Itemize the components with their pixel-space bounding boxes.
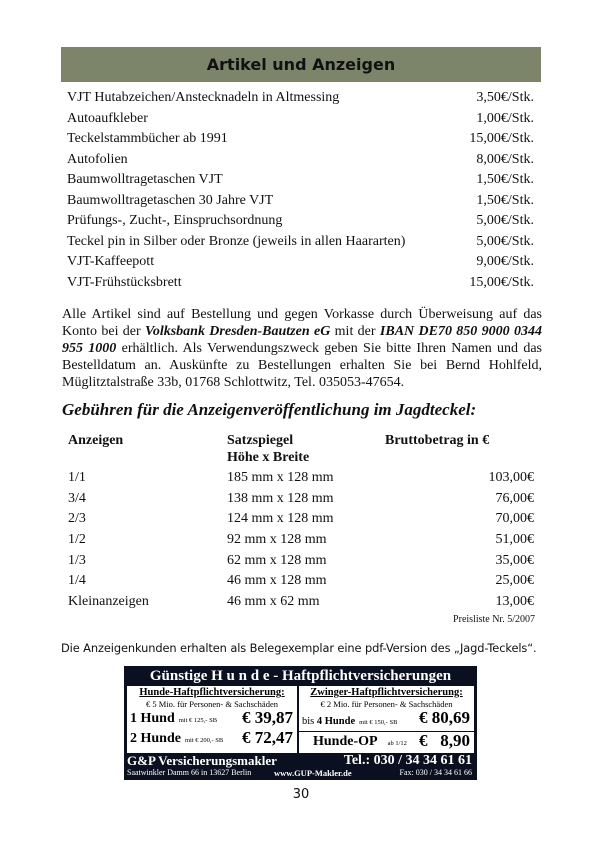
- ad-website-link[interactable]: www.GUP-Makler.de: [274, 768, 352, 778]
- ad-size: 2/3: [68, 511, 86, 527]
- ad-right-coverage: € 2 Mio. für Personen- & Sachschäden: [320, 699, 453, 709]
- ad-right-line1-price: € 80,69: [419, 708, 470, 727]
- iban: IBAN DE70 850 9000 0344 955 1000: [62, 324, 542, 356]
- ad-dimensions: 46 mm x 62 mm: [227, 594, 320, 610]
- order-info-paragraph: [62, 306, 542, 391]
- bank-name: Volksbank Dresden-Bautzen eG: [145, 324, 331, 339]
- article-price: 5,00€/Stk.: [476, 233, 534, 249]
- article-name: Baumwolltragetaschen 30 Jahre VJT: [67, 192, 274, 208]
- ad-phone: Tel.: 030 / 34 34 61 61: [343, 753, 472, 768]
- price-list-note: Preisliste Nr. 5/2007: [453, 614, 535, 625]
- article-list: [67, 88, 534, 293]
- fees-col-header-dimensions-line1: Satzspiegel: [227, 433, 294, 448]
- ad-right-line1-label: 4 Hunde: [316, 716, 356, 727]
- ad-size: 1/4: [68, 573, 86, 589]
- article-name: VJT Hutabzeichen/Anstecknadeln in Altmessing: [67, 90, 340, 105]
- article-row: [67, 232, 534, 253]
- ad-size: 1/3: [68, 552, 86, 568]
- ad-dimensions: 62 mm x 128 mm: [227, 552, 327, 568]
- ad-left-line1-label: 1 Hund: [130, 711, 175, 726]
- fees-table-row: [68, 468, 534, 489]
- order-info-text: erhältlich. Als Verwendungszweck geben Sie bitte Ihren Namen und das Bestelldatum an. Auskünfte zu Bestellungen erhalten Sie bei Bernd Hohlfeld, Müglitztalstraße 33b, 01768 Schlottwitz, Tel. 035053-47654.: [62, 341, 542, 390]
- article-price: 5,00€/Stk.: [476, 213, 534, 228]
- ad-title: Günstige H u n d e - Haftpflichtversicherungen: [149, 668, 452, 684]
- fees-table-row: [68, 530, 534, 551]
- ad-right-line2-label: Hunde-OP: [313, 734, 378, 749]
- article-price: 15,00€/Stk.: [469, 131, 534, 146]
- fees-table: [68, 468, 534, 613]
- ad-left-line-2: [127, 729, 297, 749]
- article-row: [67, 252, 534, 273]
- article-row: [67, 150, 534, 171]
- article-name: Teckelstammbücher ab 1991: [67, 131, 228, 146]
- article-name: Prüfungs-, Zucht-, Einspruchsordnung: [67, 213, 283, 228]
- ad-right-line-1: [299, 709, 474, 729]
- ad-surgery-box: [299, 732, 474, 753]
- ad-left-line2-note: mit € 200,- SB: [184, 737, 224, 744]
- article-row: [67, 170, 534, 191]
- article-name: Baumwolltragetaschen VJT: [67, 172, 223, 187]
- ad-price: 103,00€: [488, 470, 534, 485]
- section-title: Artikel und Anzeigen: [206, 55, 396, 74]
- ad-size: 1/2: [68, 532, 86, 548]
- article-price: 1,50€/Stk.: [476, 172, 534, 187]
- ad-dimensions: 46 mm x 128 mm: [227, 573, 327, 589]
- fees-heading: Gebühren für die Anzeigenveröffentlichung im Jagdteckel:: [62, 400, 477, 419]
- ad-left-line2-price: € 72,47: [242, 728, 293, 747]
- fees-col-header-dimensions-line2: Höhe x Breite: [227, 450, 310, 465]
- section-header: [61, 47, 541, 82]
- ad-dimensions: 92 mm x 128 mm: [227, 532, 327, 548]
- ad-price: 35,00€: [495, 552, 534, 568]
- article-row: [67, 191, 534, 212]
- ad-price: 70,00€: [495, 511, 534, 527]
- ad-fax: Fax: 030 / 34 34 61 66: [399, 768, 472, 777]
- article-name: Autoaufkleber: [67, 110, 148, 126]
- page-number: 30: [292, 787, 310, 802]
- ad-size: 3/4: [68, 490, 86, 506]
- ad-price: 51,00€: [495, 532, 534, 548]
- ad-price: 76,00€: [495, 490, 534, 506]
- ad-dimensions: 185 mm x 128 mm: [227, 470, 334, 485]
- article-price: 9,00€/Stk.: [476, 254, 534, 269]
- article-price: 8,00€/Stk.: [476, 151, 534, 167]
- order-info-text: Alle Artikel sind auf Bestellung und gegen Vorkasse durch Überweisung auf das Konto bei der: [62, 307, 542, 339]
- ad-dimensions: 138 mm x 128 mm: [227, 490, 334, 506]
- fees-table-row: [68, 551, 534, 572]
- ad-left-line-1: [127, 709, 297, 729]
- ad-left-subtitle: Hunde-Haftpflichtversicherung:: [139, 687, 285, 698]
- article-row: [67, 88, 534, 109]
- insurance-advertisement: [124, 666, 477, 780]
- article-name: VJT-Kaffeepott: [67, 254, 155, 269]
- fees-col-header-price: Bruttobetrag in €: [385, 433, 490, 448]
- ad-size: Kleinanzeigen: [68, 594, 149, 610]
- ad-dog-liability-box: [127, 686, 297, 753]
- fees-table-row: [68, 509, 534, 530]
- ad-right-subtitle: Zwinger-Haftpflichtversicherung:: [310, 687, 463, 698]
- article-name: Teckel pin in Silber oder Bronze (jeweils in allen Haararten): [67, 233, 406, 249]
- order-info-text: mit der: [330, 324, 380, 339]
- ad-left-line2-label: 2 Hunde: [130, 731, 181, 746]
- ad-left-line1-note: mit € 125,- SB: [178, 717, 218, 724]
- article-price: 1,00€/Stk.: [476, 110, 534, 126]
- ad-right-line-2: [299, 732, 474, 752]
- ad-right-line2-note: ab 1/12: [387, 740, 407, 747]
- fees-col-header-ads: Anzeigen: [68, 433, 124, 448]
- article-row: [67, 273, 534, 294]
- article-name: VJT-Frühstücksbrett: [67, 274, 182, 290]
- article-row: [67, 211, 534, 232]
- ad-address: Saatwinkler Damm 66 in 13627 Berlin: [127, 768, 252, 777]
- ad-price: 25,00€: [495, 573, 534, 589]
- fees-col-header-dimensions: [227, 432, 309, 466]
- article-row: [67, 129, 534, 150]
- article-row: [67, 109, 534, 130]
- ad-kennel-liability-box: [299, 686, 474, 731]
- fees-table-row: [68, 489, 534, 510]
- fees-table-row: [68, 592, 534, 613]
- article-price: 1,50€/Stk.: [476, 192, 534, 208]
- article-price: 3,50€/Stk.: [476, 90, 534, 105]
- voucher-note: Die Anzeigenkunden erhalten als Belegexemplar eine pdf-Version des „Jagd-Teckels“.: [61, 641, 537, 655]
- ad-right-line1-prefix: bis: [302, 716, 317, 727]
- ad-left-line1-price: € 39,87: [242, 708, 293, 727]
- article-name: Autofolien: [67, 151, 128, 167]
- fees-table-row: [68, 571, 534, 592]
- ad-price: 13,00€: [495, 594, 534, 610]
- ad-dimensions: 124 mm x 128 mm: [227, 511, 334, 527]
- article-price: 15,00€/Stk.: [469, 274, 534, 290]
- ad-right-line1-note: mit € 150,- SB: [359, 719, 398, 726]
- ad-size: 1/1: [68, 470, 86, 485]
- ad-broker-name: G&P Versicherungsmakler: [127, 753, 277, 768]
- ad-right-line2-price: € 8,90: [419, 731, 470, 750]
- ad-left-coverage: € 5 Mio. für Personen- & Sachschäden: [146, 699, 278, 709]
